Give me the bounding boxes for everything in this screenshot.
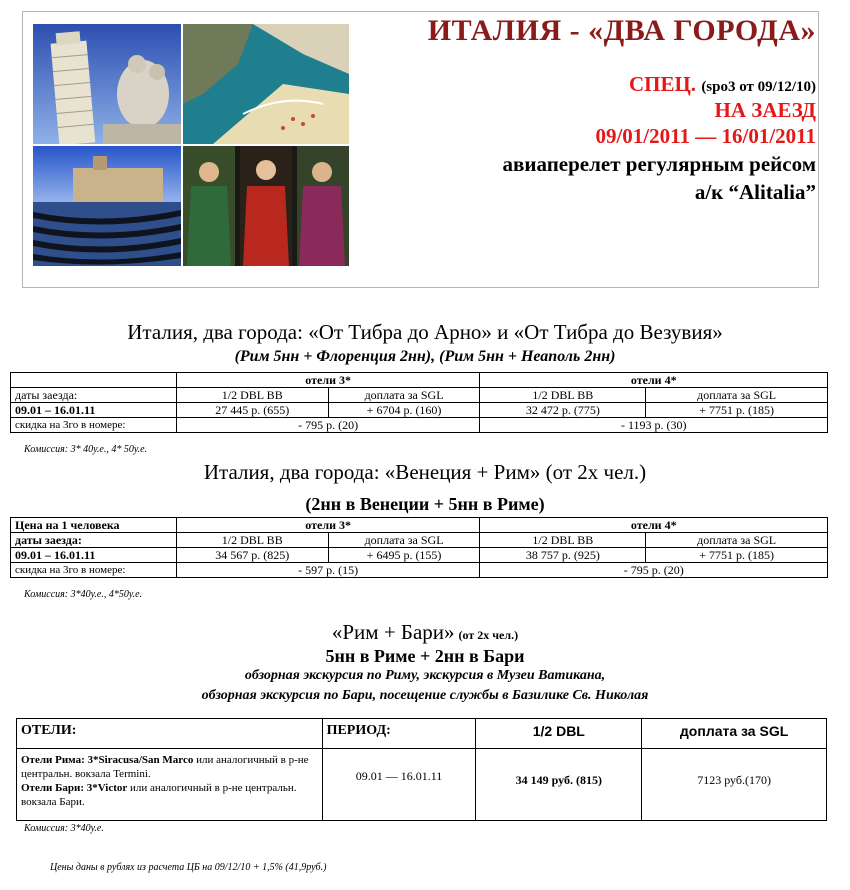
section3-description-2: обзорная экскурсия по Бари, посещение службы в Базилике Св. Николая <box>201 688 649 703</box>
hotels4-header: отели 4* <box>480 518 828 533</box>
price-sgl-4: + 7751 р. (185) <box>646 403 828 418</box>
sgl-header: доплата за SGL <box>646 388 828 403</box>
section3-description-1: обзорная экскурсия по Риму, экскурсия в Музеи Ватикана, <box>244 668 606 683</box>
price-sgl-3: + 6495 р. (155) <box>328 548 480 563</box>
discount-4: - 795 р. (20) <box>480 563 828 578</box>
dbl-header: 1/2 DBL BB <box>176 533 328 548</box>
discount-3: - 795 р. (20) <box>176 418 480 433</box>
spec-reference: (spo3 от 09/12/10) <box>701 79 816 95</box>
row-dates: 09.01 – 16.01.11 <box>11 403 177 418</box>
dbl-header: 1/2 DBL <box>476 719 642 749</box>
section3-title-small: (от 2х чел.) <box>458 628 519 642</box>
rome-hotel-tail: или аналогичный в р-не центральн. вокзала Termini. <box>21 754 309 780</box>
price-dbl-4: 38 757 р. (925) <box>480 548 646 563</box>
hotels3-header: отели 3* <box>176 373 480 388</box>
discount-label: скидка на 3го в номере: <box>11 418 177 433</box>
rome-label: Отели Рима: <box>21 754 85 766</box>
hotels-header: ОТЕЛИ: <box>17 719 323 749</box>
price-dbl: 34 149 руб. (815) <box>476 749 642 821</box>
pisa-photo <box>33 24 181 144</box>
table-row <box>11 418 828 433</box>
discount-4: - 1193 р. (30) <box>480 418 828 433</box>
table-row <box>11 373 828 388</box>
period-header: ПЕРИОД: <box>322 719 476 749</box>
dbl-header: 1/2 DBL BB <box>480 533 646 548</box>
price-sgl: 7123 руб.(170) <box>642 749 827 821</box>
table-row <box>17 719 827 749</box>
sgl-header: доплата за SGL <box>328 533 480 548</box>
section3-title: «Рим + Бари» <box>331 620 455 644</box>
arrival-dates: 09/01/2011 — 16/01/2011 <box>595 124 816 148</box>
hotels4-header: отели 4* <box>480 373 828 388</box>
price-dbl-4: 32 472 р. (775) <box>480 403 646 418</box>
section3-price-table <box>16 718 827 821</box>
table-cell <box>11 373 177 388</box>
section1-subtitle: (Рим 5нн + Флоренция 2нн), (Рим 5нн + Неаполь 2нн) <box>234 348 616 365</box>
hotels3-header: отели 3* <box>176 518 480 533</box>
section3-subtitle: 5нн в Риме + 2нн в Бари <box>325 646 525 666</box>
price-sgl-4: + 7751 р. (185) <box>646 548 828 563</box>
flight-line-2: а/к “Alitalia” <box>694 180 816 204</box>
price-per-person-label: Цена на 1 человека <box>11 518 177 533</box>
spec-line <box>629 72 816 97</box>
flight-line-1: авиаперелет регулярным рейсом <box>502 152 816 176</box>
table-row <box>11 563 828 578</box>
table-row <box>11 403 828 418</box>
section1-title: Италия, два города: «От Тибра до Арно» и «От Тибра до Везувия» <box>127 320 723 344</box>
dbl-header: 1/2 DBL BB <box>480 388 646 403</box>
table-row <box>11 518 828 533</box>
beach-photo <box>183 24 349 144</box>
hotels-description <box>17 749 323 821</box>
rome-hotel: 3*Siracusa/San Marco <box>87 754 194 766</box>
section2-commission-note: Комиссия: 3*40у.е., 4*50у.е. <box>24 589 143 600</box>
bari-hotel-tail: или аналогичный в р-не центральн. вокзала Бари. <box>21 782 297 808</box>
table-row <box>11 533 828 548</box>
section3-title-line <box>0 620 850 645</box>
discount-label: скидка на 3го в номере: <box>11 563 177 578</box>
row-dates: 09.01 – 16.01.11 <box>11 548 177 563</box>
dates-label: даты заезда: <box>11 533 177 548</box>
dbl-header: 1/2 DBL BB <box>176 388 328 403</box>
sgl-header: доплата за SGL <box>328 388 480 403</box>
dates-label: даты заезда: <box>11 388 177 403</box>
price-sgl-3: + 6704 р. (160) <box>328 403 480 418</box>
price-dbl-3: 34 567 р. (825) <box>176 548 328 563</box>
table-row <box>17 749 827 821</box>
spec-label: СПЕЦ. <box>628 72 697 96</box>
section1-commission-note: Комиссия: 3* 40у.е., 4* 50у.е. <box>24 444 148 455</box>
photo-collage <box>33 24 349 266</box>
sgl-header: доплата за SGL <box>642 719 827 749</box>
sgl-header: доплата за SGL <box>646 533 828 548</box>
period-value: 09.01 — 16.01.11 <box>322 749 476 821</box>
price-dbl-3: 27 445 р. (655) <box>176 403 328 418</box>
discount-3: - 597 р. (15) <box>176 563 480 578</box>
renaissance-painting-photo <box>183 146 349 266</box>
section2-subtitle: (2нн в Венеции + 5нн в Риме) <box>305 494 545 514</box>
arrival-label: НА ЗАЕЗД <box>714 98 816 122</box>
section1-price-table <box>10 372 828 433</box>
bari-hotel: 3*Victor <box>86 782 128 794</box>
bari-label: Отели Бари: <box>21 782 84 794</box>
section3-commission-note: Комиссия: 3*40у.е. <box>24 823 104 834</box>
venice-gondolas-photo <box>33 146 181 266</box>
section2-price-table <box>10 517 828 578</box>
table-row <box>11 388 828 403</box>
page-title: ИТАЛИЯ - «ДВА ГОРОДА» <box>427 14 816 47</box>
section2-title: Италия, два города: «Венеция + Рим» (от 2х чел.) <box>203 460 647 484</box>
footer-currency-note: Цены даны в рублях из расчета ЦБ на 09/12/10 + 1,5% (41,9руб.) <box>50 862 327 873</box>
table-row <box>11 548 828 563</box>
